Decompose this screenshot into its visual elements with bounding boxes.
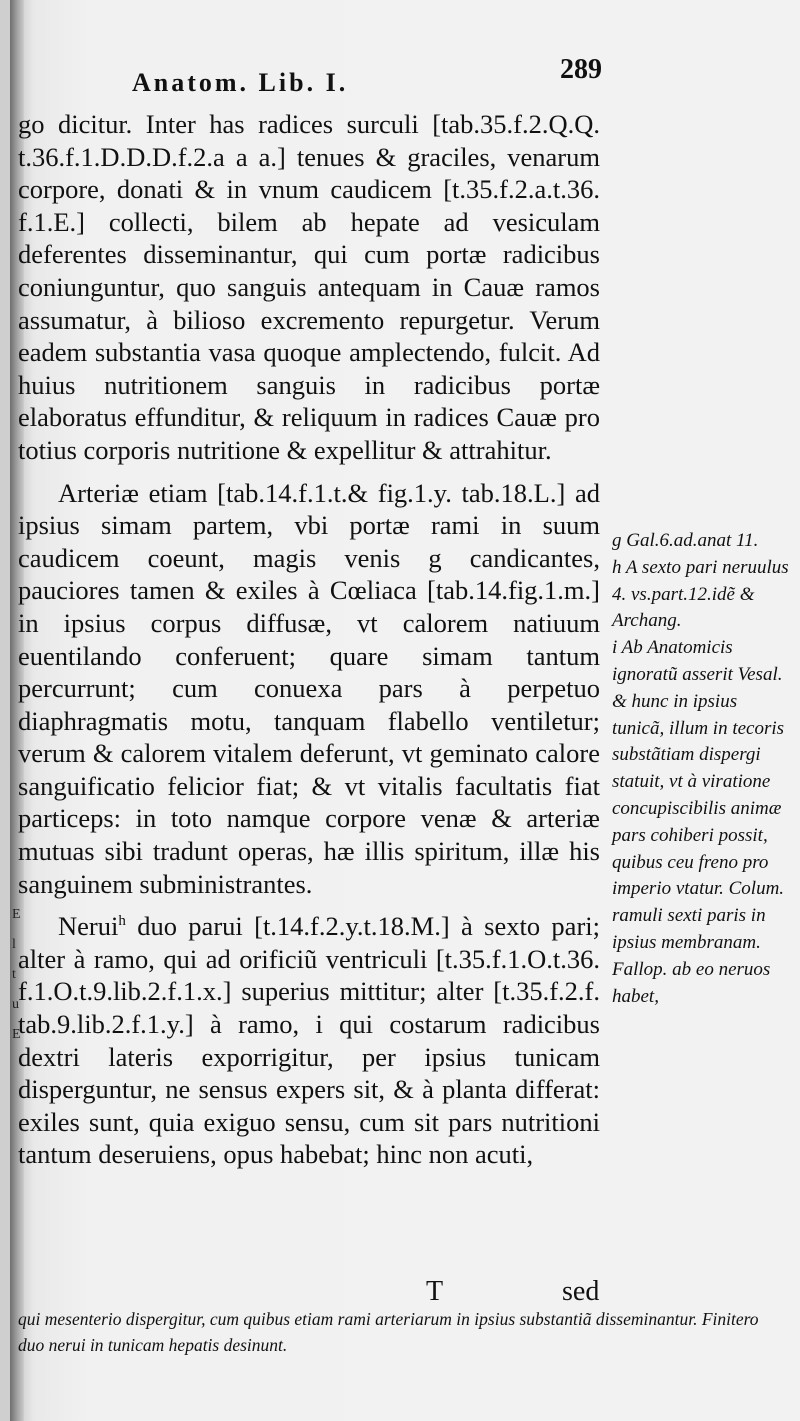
- catchword: sed: [562, 1276, 600, 1307]
- running-head: Anatom. Lib. I.: [132, 68, 349, 97]
- marginal-note-i: i Ab Anatomicis ignoratũ asserit Vesal. & hunc in ipsius tunicã, illum in tecoris substãtiam dispergi statuit, vt à viratione concupiscibilis animæ pars cohiberi possit, quibus ceu freno pro imperio vtatur. Colum. ramuli sexti paris in ipsius membranam. Fallop. ab eo neruos habet,: [612, 637, 785, 1007]
- main-text: [18, 108, 600, 1171]
- page-header: [132, 54, 602, 104]
- signature-mark: T: [426, 1276, 444, 1307]
- page-number: 289: [560, 54, 602, 85]
- gutter-letter: E: [12, 1027, 21, 1042]
- marginal-notes: [612, 528, 792, 1010]
- paragraph-1: go dicitur. Inter has radices surculi [tab.35.f.2.Q.Q. t.36.f.1.D.D.D.f.2.a a a.] tenues & graciles, venarum corpore, donati & in vnum caudicem [t.35.f.2.a.t.36. f.1.E.] collecti, bilem ab hepate ad vesiculam deferentes disseminantur, qui cum portæ radicibus coniunguntur, quo sanguis antequam in Cauæ ramos assumatur, à bilioso excremento repurgetur. Verum eadem substantia vasa quoque amplectendo, fulcit. Ad huius nutritionem sanguis in radicibus portæ elaboratus effunditur, & reliquum in radices Cauæ pro totius corporis nutritione & expellitur & attrahitur.: [18, 109, 600, 465]
- gutter-letter: u: [12, 997, 19, 1012]
- note-marker-h: h: [118, 913, 126, 930]
- paragraph-3-start: Nerui: [58, 911, 119, 942]
- paragraph-3-rest: duo parui [t.14.f.2.y.t.18.M.] à sexto pari; alter à ramo, qui ad orificiũ ventriculi [t.35.f.1.O.t.36. f.1.O.t.9.lib.2.f.1.x.] superius mittitur; alter [t.35.f.2.f. tab.9.lib.2.f.1.y.] à ramo, i qui costarum radicibus dextri lateris exporrigitur, per ipsius tunicam disperguntur, ne sensus expers sit, & à planta differat: exiles sunt, quia exiguo sensu, cum sit pars nutritioni tantum deseruiens, opus habebat; hinc non acuti,: [18, 911, 600, 1170]
- gutter-letter: E: [12, 907, 21, 922]
- gutter-letter: t: [12, 967, 16, 982]
- paragraph-3: [18, 910, 600, 1171]
- marginal-note-g: g Gal.6.ad.anat 11.: [612, 530, 759, 551]
- marginal-note-h: h A sexto pari neruulus 4. vs.part.12.idẽ & Archang.: [612, 556, 789, 632]
- paragraph-2: Arteriæ etiam [tab.14.f.1.t.& fig.1.y. tab.18.L.] ad ipsius simam partem, vbi portæ rami in suum caudicem coeunt, magis venis g candicantes, pauciores tamen & exiles à Cœliaca [tab.14.fig.1.m.] in ipsius corpus diffusæ, vt calorem natiuum euentilando conferuent; quare simam tantum percurrunt; cum conuexa pars à perpetuo diaphragmatis motu, tanquam flabello ventiletur; verum & calorem vitalem deferunt, vt geminato calore sanguificatio felicior fiat; & vt vitalis facultatis fiat particeps: in toto namque corpore venæ & arteriæ mutuas sibi tradunt operas, hæ illis spiritum, illæ his sanguinem subministrantes.: [18, 477, 600, 899]
- gutter-letter: l: [12, 937, 16, 952]
- marginal-note-continuation: qui mesenterio dispergitur, cum quibus etiam rami arteriarum in ipsius substantiã disseminantur. Finitero duo nerui in tunicam hepatis desinunt.: [18, 1309, 759, 1355]
